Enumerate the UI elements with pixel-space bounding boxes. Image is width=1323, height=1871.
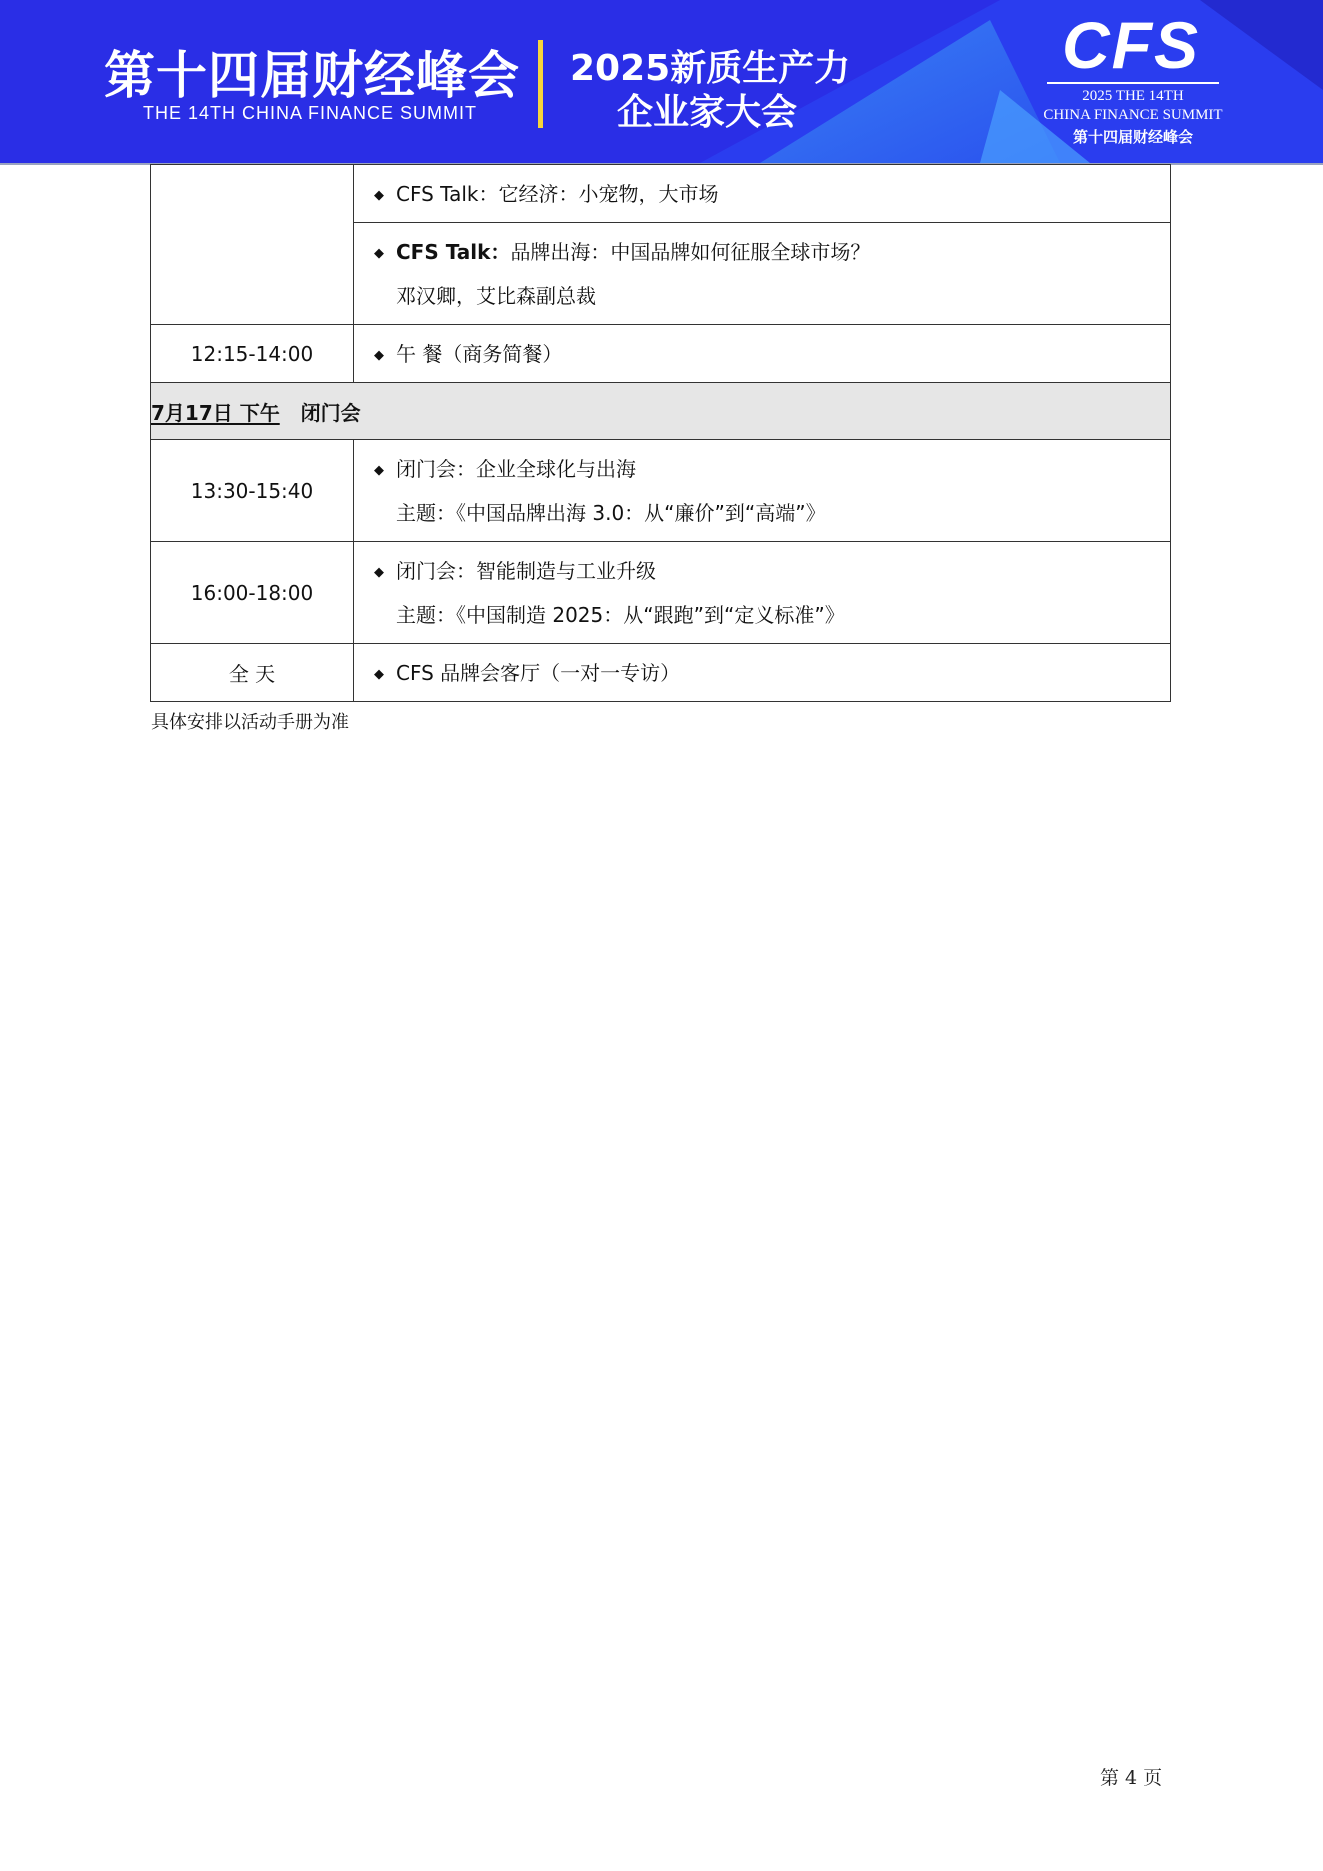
table-row	[151, 644, 1171, 702]
diamond-bullet-icon: ◆	[374, 347, 384, 363]
item-text: 闭门会：企业全球化与出海	[396, 456, 636, 481]
item-cell	[354, 644, 1171, 702]
time-cell: 12:15-14:00	[151, 325, 354, 383]
logo-caption-1: 2025 THE 14TH	[1082, 88, 1184, 104]
summit-title: 第十四届财经峰会	[104, 47, 521, 106]
speaker-text: 邓汉卿，艾比森副总裁	[396, 283, 596, 308]
topic-text: 主题：《中国制造 2025：从“跟跑”到“定义标准”》	[396, 602, 845, 627]
section-header	[151, 383, 1171, 440]
item-text: 品牌出海：中国品牌如何征服全球市场？	[510, 239, 871, 264]
time-cell-empty	[151, 165, 354, 325]
diamond-bullet-icon: ◆	[374, 245, 384, 261]
page-number: 第 4 页	[1100, 1767, 1163, 1789]
table-row	[151, 440, 1171, 542]
item-text: CFS 品牌会客厅（一对一专访）	[396, 660, 681, 685]
summit-subtitle: THE 14TH CHINA FINANCE SUMMIT	[143, 103, 478, 123]
event-title-line2: 企业家大会	[617, 92, 798, 133]
time-cell: 全 天	[151, 644, 354, 702]
item-label: CFS Talk：	[396, 239, 511, 264]
item-cell	[354, 542, 1171, 644]
logo-caption-2: CHINA FINANCE SUMMIT	[1043, 107, 1223, 123]
logo-caption-3: 第十四届财经峰会	[1072, 128, 1193, 146]
diamond-bullet-icon: ◆	[374, 187, 384, 203]
diamond-bullet-icon: ◆	[374, 666, 384, 682]
item-text: 闭门会：智能制造与工业升级	[396, 558, 656, 583]
event-title-line1: 2025新质生产力	[570, 48, 851, 89]
item-text: CFS Talk：它经济：小宠物，大市场	[396, 181, 719, 206]
item-cell	[354, 223, 1171, 325]
item-cell	[354, 325, 1171, 383]
diamond-bullet-icon: ◆	[374, 564, 384, 580]
section-title: 闭门会	[300, 400, 361, 425]
header-banner	[0, 0, 1323, 165]
footnote: 具体安排以活动手册为准	[151, 712, 349, 733]
section-row	[151, 383, 1171, 440]
section-date: 7月17日 下午	[151, 400, 280, 425]
cfs-logo: CFS	[1062, 8, 1200, 82]
table-row	[151, 542, 1171, 644]
item-cell	[354, 165, 1171, 223]
time-cell: 13:30-15:40	[151, 440, 354, 542]
item-text: 午 餐（商务简餐）	[396, 341, 563, 366]
item-cell	[354, 440, 1171, 542]
time-cell: 16:00-18:00	[151, 542, 354, 644]
schedule-table	[150, 164, 1171, 702]
table-row	[151, 325, 1171, 383]
topic-text: 主题：《中国品牌出海 3.0：从“廉价”到“高端”》	[396, 500, 826, 525]
logo-rule	[1047, 82, 1219, 84]
table-row	[151, 165, 1171, 223]
banner-divider	[538, 40, 543, 128]
diamond-bullet-icon: ◆	[374, 462, 384, 478]
